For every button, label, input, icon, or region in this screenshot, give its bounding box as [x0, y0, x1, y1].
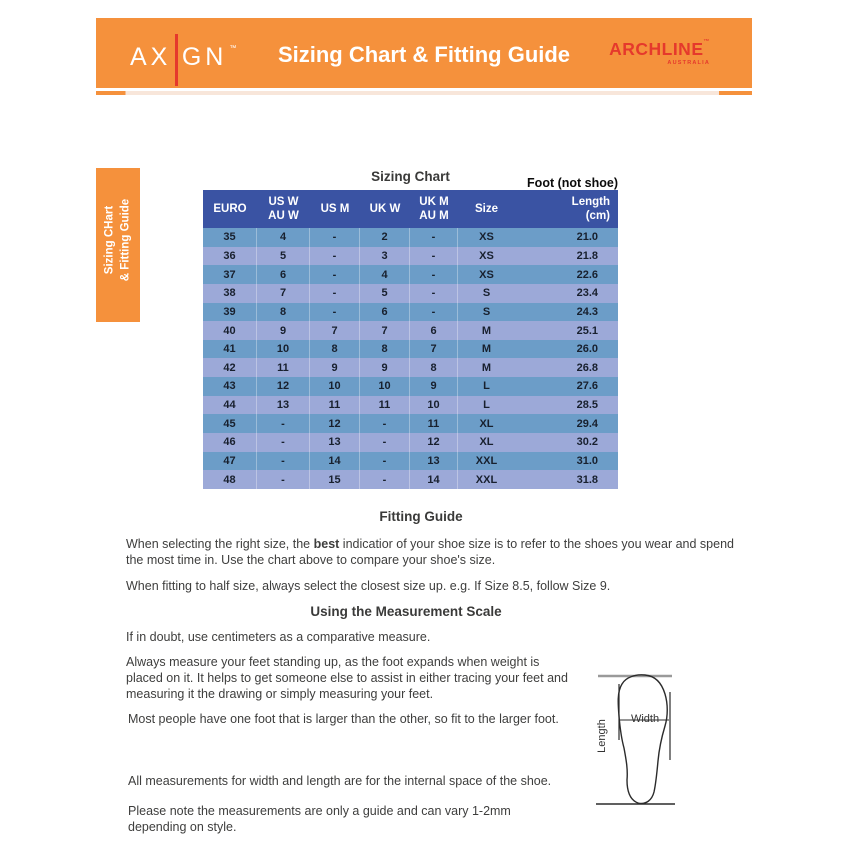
table-cell: 10	[410, 396, 458, 415]
table-cell: -	[360, 414, 410, 433]
table-cell: 8	[257, 303, 310, 322]
fitting-guide-heading: Fitting Guide	[379, 509, 463, 524]
table-cell: M	[481, 361, 492, 374]
table-cell: 48	[203, 470, 257, 489]
table-cell: 23.4	[576, 287, 598, 300]
table-cell: -	[310, 265, 360, 284]
table-cell: -	[360, 433, 410, 452]
table-row	[203, 470, 618, 489]
table-cell: -	[410, 228, 458, 247]
column-header: Size	[474, 202, 498, 215]
table-cell: 4	[360, 265, 410, 284]
column-header: EURO	[213, 202, 247, 215]
table-cell: -	[257, 452, 310, 471]
table-row	[203, 284, 618, 303]
table-row	[203, 340, 618, 359]
axign-trademark: ™	[229, 44, 241, 52]
table-cell: 37	[203, 265, 257, 284]
table-cell: 8	[410, 358, 458, 377]
table-row	[203, 414, 618, 433]
table-cell: S	[482, 287, 491, 300]
size-table	[203, 190, 618, 489]
side-tab-line2: & Fitting Guide	[119, 198, 131, 282]
table-cell: -	[360, 452, 410, 471]
size-table-rows	[203, 228, 618, 489]
table-cell: 2	[360, 228, 410, 247]
table-cell: XXL	[475, 455, 498, 467]
table-cell: S	[482, 305, 491, 318]
table-cell: 9	[410, 377, 458, 396]
table-cell: -	[310, 228, 360, 247]
fg-p1-post: indicatior of your shoe size is to refer to the shoes you wear and spend the most time in. Use the chart above to compare your shoe's size.	[126, 537, 734, 567]
foot-measurement-diagram	[588, 664, 688, 812]
table-cell: 15	[310, 470, 360, 489]
table-cell: 39	[203, 303, 257, 322]
fg-p1-bold: best	[313, 537, 340, 551]
table-cell: -	[360, 470, 410, 489]
table-cell: 6	[410, 321, 458, 340]
column-header: UK W	[369, 202, 401, 215]
side-tab-line1: Sizing CHart	[103, 205, 116, 275]
table-cell: 30.2	[576, 436, 598, 449]
table-row	[203, 396, 618, 415]
column-header: US M	[320, 202, 350, 215]
table-cell: 6	[360, 303, 410, 322]
table-cell: M	[481, 343, 492, 356]
table-row	[203, 358, 618, 377]
table-cell: -	[310, 247, 360, 266]
table-cell: 31.0	[576, 455, 598, 467]
table-row	[203, 321, 618, 340]
measurement-paragraph-3: Most people have one foot that is larger than the other, so fit to the larger foot.	[128, 712, 559, 726]
fitting-guide-paragraph-1	[126, 536, 742, 568]
table-cell: 26.0	[576, 343, 598, 356]
archline-trademark: ™	[703, 39, 710, 45]
table-cell: XXL	[475, 473, 498, 486]
table-cell: 7	[310, 321, 360, 340]
table-cell: 4	[257, 228, 310, 247]
table-cell: 9	[310, 358, 360, 377]
table-cell: 11	[310, 396, 360, 415]
table-cell: 12	[410, 433, 458, 452]
table-cell: 35	[203, 228, 257, 247]
measurement-paragraph-2: Always measure your feet standing up, as the foot expands when weight is placed on it. It helps to get someone else to assist in either tracing your feet and measuring it the drawing or simply measuring your feet.	[126, 655, 568, 701]
archline-text: ARCHLINE	[609, 39, 704, 59]
table-cell: 8	[310, 340, 360, 359]
table-cell: 9	[257, 321, 310, 340]
table-cell: 38	[203, 284, 257, 303]
table-cell: L	[483, 380, 490, 393]
table-cell: 46	[203, 433, 257, 452]
table-cell: 13	[257, 396, 310, 415]
size-table-header	[203, 190, 618, 228]
table-row	[203, 377, 618, 396]
foot-outline-icon	[618, 675, 667, 804]
table-cell: L	[483, 399, 490, 412]
table-cell: XS	[479, 268, 494, 281]
header-banner	[96, 18, 752, 88]
axign-wordmark	[130, 31, 241, 83]
table-cell: XS	[479, 249, 494, 262]
table-cell: 24.3	[576, 305, 598, 318]
table-cell: 10	[360, 377, 410, 396]
column-header: US W AU W	[268, 195, 299, 222]
table-cell: -	[257, 433, 310, 452]
table-cell: 12	[310, 414, 360, 433]
table-cell: 13	[410, 452, 458, 471]
table-row	[203, 265, 618, 284]
table-cell: 3	[360, 247, 410, 266]
page-title: Sizing Chart & Fitting Guide	[277, 42, 571, 67]
width-label: Width	[630, 713, 660, 725]
table-cell: 28.5	[576, 399, 598, 412]
table-cell: 6	[257, 265, 310, 284]
table-cell: -	[410, 284, 458, 303]
table-cell: -	[310, 303, 360, 322]
table-cell: 29.4	[576, 417, 598, 430]
table-cell: 27.6	[576, 380, 598, 393]
table-cell: 47	[203, 452, 257, 471]
table-cell: 43	[203, 377, 257, 396]
axign-red-bar-icon	[175, 34, 178, 86]
table-cell: 11	[410, 414, 458, 433]
table-cell: 13	[310, 433, 360, 452]
measurement-paragraph-4: All measurements for width and length are for the internal space of the shoe.	[128, 774, 552, 788]
banner-underline	[96, 91, 752, 95]
table-cell: XS	[479, 231, 494, 244]
table-cell: 9	[360, 358, 410, 377]
column-header: Length (cm)	[571, 195, 610, 222]
table-cell: 14	[410, 470, 458, 489]
table-cell: -	[410, 247, 458, 266]
table-cell: 26.8	[576, 361, 598, 374]
fitting-guide-paragraph-2: When fitting to half size, always select the closest size up. e.g. If Size 8.5, follow Size 9.	[126, 579, 611, 593]
table-cell: 14	[310, 452, 360, 471]
side-tab-label	[102, 199, 133, 281]
table-cell: 8	[360, 340, 410, 359]
table-cell: 11	[360, 396, 410, 415]
side-tab-sizing-chart	[96, 168, 140, 322]
measurement-scale-heading: Using the Measurement Scale	[310, 604, 502, 619]
archline-wordmark	[609, 41, 710, 59]
table-cell: 41	[203, 340, 257, 359]
table-cell: XL	[479, 436, 494, 449]
table-cell: 21.8	[576, 249, 598, 262]
column-header: UK M AU M	[419, 195, 449, 222]
table-cell: 12	[257, 377, 310, 396]
measurement-paragraph-1: If in doubt, use centimeters as a comparative measure.	[126, 630, 431, 644]
table-cell: 11	[257, 358, 310, 377]
table-row	[203, 228, 618, 247]
table-cell: -	[310, 284, 360, 303]
table-cell: 7	[257, 284, 310, 303]
table-cell: -	[410, 265, 458, 284]
table-cell: 21.0	[576, 231, 598, 244]
table-cell: 10	[257, 340, 310, 359]
table-cell: 25.1	[576, 324, 598, 337]
table-cell: 42	[203, 358, 257, 377]
fg-p1-pre: When selecting the right size, the	[126, 537, 314, 551]
table-cell: 22.6	[576, 268, 598, 281]
table-cell: 5	[257, 247, 310, 266]
table-row	[203, 303, 618, 322]
sizing-chart-title: Sizing Chart	[371, 169, 450, 184]
table-cell: -	[257, 470, 310, 489]
table-cell: 44	[203, 396, 257, 415]
table-cell: -	[257, 414, 310, 433]
table-cell: 45	[203, 414, 257, 433]
table-row	[203, 247, 618, 266]
table-cell: 36	[203, 247, 257, 266]
length-label: Length	[596, 719, 608, 753]
measurement-paragraph-5: Please note the measurements are only a guide and can vary 1-2mm depending on style.	[128, 804, 511, 834]
axign-letters-left: AX	[130, 42, 172, 71]
table-cell: -	[410, 303, 458, 322]
table-cell: 7	[360, 321, 410, 340]
archline-australia-label: AUSTRALIA	[667, 59, 710, 66]
table-cell: 31.8	[576, 473, 598, 486]
table-row	[203, 433, 618, 452]
foot-not-shoe-label: Foot (not shoe)	[527, 176, 618, 190]
axign-medical-logo	[130, 31, 241, 95]
axign-letters-right: GN	[181, 42, 228, 71]
table-cell: M	[481, 324, 492, 337]
table-cell: 40	[203, 321, 257, 340]
table-cell: 5	[360, 284, 410, 303]
table-row	[203, 452, 618, 471]
archline-logo	[609, 41, 710, 66]
table-cell: XL	[479, 417, 494, 430]
table-cell: 10	[310, 377, 360, 396]
table-cell: 7	[410, 340, 458, 359]
